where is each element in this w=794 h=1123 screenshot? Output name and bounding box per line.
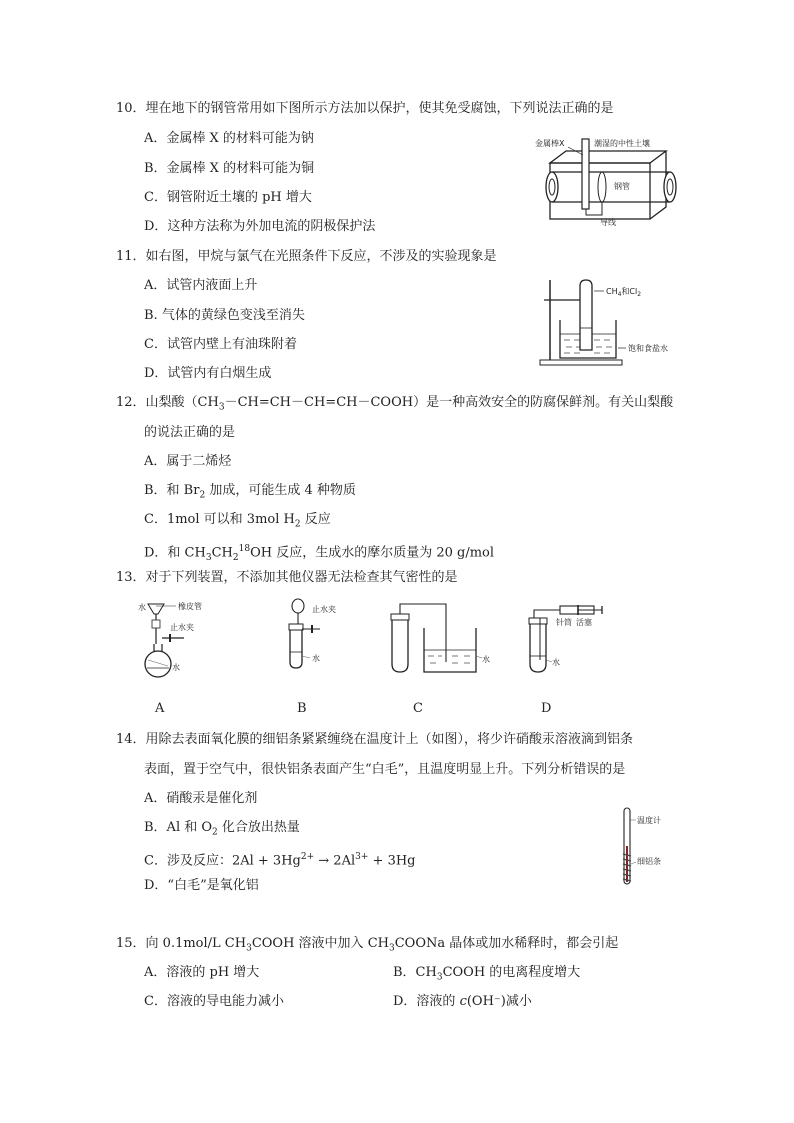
- q14-stem-line1: 14．用除去表面氧化膜的细铝条紧紧缠绕在温度计上（如图），将少许硝酸汞溶液滴到铝条: [116, 732, 634, 747]
- q10-label-soil: 潮湿的中性土壤: [594, 139, 650, 148]
- q14-label-thermometer: 温度计: [637, 816, 661, 825]
- q10-option-b: B．金属棒 X 的材料可能为铜: [144, 161, 315, 176]
- q14-option-c: C．涉及反应：$2Al + 3Hg^{2+} \to 2Al^{3+} + 3Hg$: [144, 852, 416, 869]
- q14-label-al-strip: 细铝条: [637, 857, 661, 866]
- q11-label-water: 饱和食盐水: [628, 344, 668, 353]
- q10-option-c: C．钢管附近土壤的 pH 增大: [144, 190, 312, 205]
- q15-option-d: D．溶液的 c(OH⁻)减小: [393, 994, 532, 1009]
- q10-option-a: A．金属棒 X 的材料可能为钠: [144, 131, 314, 146]
- q14-option-b: B．Al 和 $O_2$ 化合放出热量: [144, 820, 300, 838]
- q15-option-a: A．溶液的 pH 增大: [144, 965, 260, 980]
- q12-option-c: C．1mol 可以和 3mol $H_2$ 反应: [144, 512, 331, 530]
- q13-letter-c: C: [413, 701, 423, 716]
- q13-a-label-clamp: 止水夹: [170, 623, 194, 632]
- q14-option-d: D．“白毛”是氧化铝: [144, 878, 259, 893]
- q15-stem: 15．向 0.1mol/L $CH_3COOH$ 溶液中加入 $CH_3COONa$ 晶体或加水稀释时，都会引起: [116, 936, 619, 954]
- q11-option-c: C．试管内壁上有油珠附着: [144, 337, 297, 352]
- q13-a-label-tube: 橡皮管: [178, 602, 202, 611]
- q12-option-b: B．和 $Br_2$ 加成，可能生成 4 种物质: [144, 483, 356, 501]
- q10-label-pipe: 钢管: [614, 182, 630, 191]
- q10-pipe-figure: [530, 135, 690, 227]
- q15-option-c: C．溶液的导电能力减小: [144, 994, 284, 1009]
- q13-apparatus-d: [520, 602, 610, 676]
- q10-stem: 10．埋在地下的钢管常用如下图所示方法加以保护，使其免受腐蚀，下列说法正确的是: [116, 101, 614, 116]
- q10-label-wire: 导线: [600, 218, 616, 227]
- q13-b-label-clamp: 止水夹: [312, 605, 336, 614]
- q11-methane-figure: [536, 276, 686, 368]
- q13-letter-a: A: [155, 701, 165, 716]
- q11-option-b: B. 气体的黄绿色变浅至消失: [144, 308, 305, 323]
- q12-stem-line2: 的说法正确的是: [144, 425, 236, 440]
- q14-thermometer-figure: [618, 806, 682, 890]
- q12-option-a: A．属于二烯烃: [144, 454, 232, 469]
- q15-option-b: B．$CH_3COOH$ 的电离程度增大: [393, 965, 581, 983]
- q13-letter-d: D: [541, 701, 552, 716]
- q11-stem: 11．如右图，甲烷与氯气在光照条件下反应，不涉及的实验现象是: [116, 249, 497, 264]
- q10-option-d: D．这种方法称为外加电流的阴极保护法: [144, 219, 376, 234]
- q11-label-gas: $CH_4$和$Cl_2$: [606, 287, 642, 298]
- q14-option-a: A．硝酸汞是催化剂: [144, 791, 258, 806]
- q13-apparatus-c: [386, 598, 496, 678]
- q12-option-d: D．和 $CH_3CH_2^{18}OH$ 反应，生成水的摩尔质量为 20 g/mol: [144, 544, 495, 563]
- q13-d-label-syringe: 针筒: [556, 618, 572, 627]
- q13-letter-b: B: [297, 701, 307, 716]
- q13-apparatus-b: [280, 596, 360, 674]
- q13-c-label-water: 水: [482, 655, 490, 664]
- q14-stem-line2: 表面，置于空气中，很快铝条表面产生“白毛”，且温度明显上升。下列分析错误的是: [144, 762, 626, 777]
- q13-apparatus-a: [134, 598, 224, 684]
- q13-d-label-water: 水: [552, 658, 560, 667]
- q13-a-label-water-top: 水: [138, 603, 146, 612]
- q13-b-label-water: 水: [312, 654, 320, 663]
- q13-a-label-water: 水: [172, 663, 180, 672]
- q13-stem: 13．对于下列装置，不添加其他仪器无法检查其气密性的是: [116, 570, 458, 585]
- q13-d-label-plunger: 活塞: [576, 618, 592, 627]
- q11-option-d: D．试管内有白烟生成: [144, 366, 272, 381]
- q11-option-a: A．试管内液面上升: [144, 278, 258, 293]
- q12-stem-line1: 12．山梨酸$(CH_3-CH=CH-CH=CH-COOH)$是一种高效安全的防腐保鲜剂。有关山梨酸: [116, 395, 674, 413]
- q10-label-rod: 金属棒X: [535, 139, 565, 148]
